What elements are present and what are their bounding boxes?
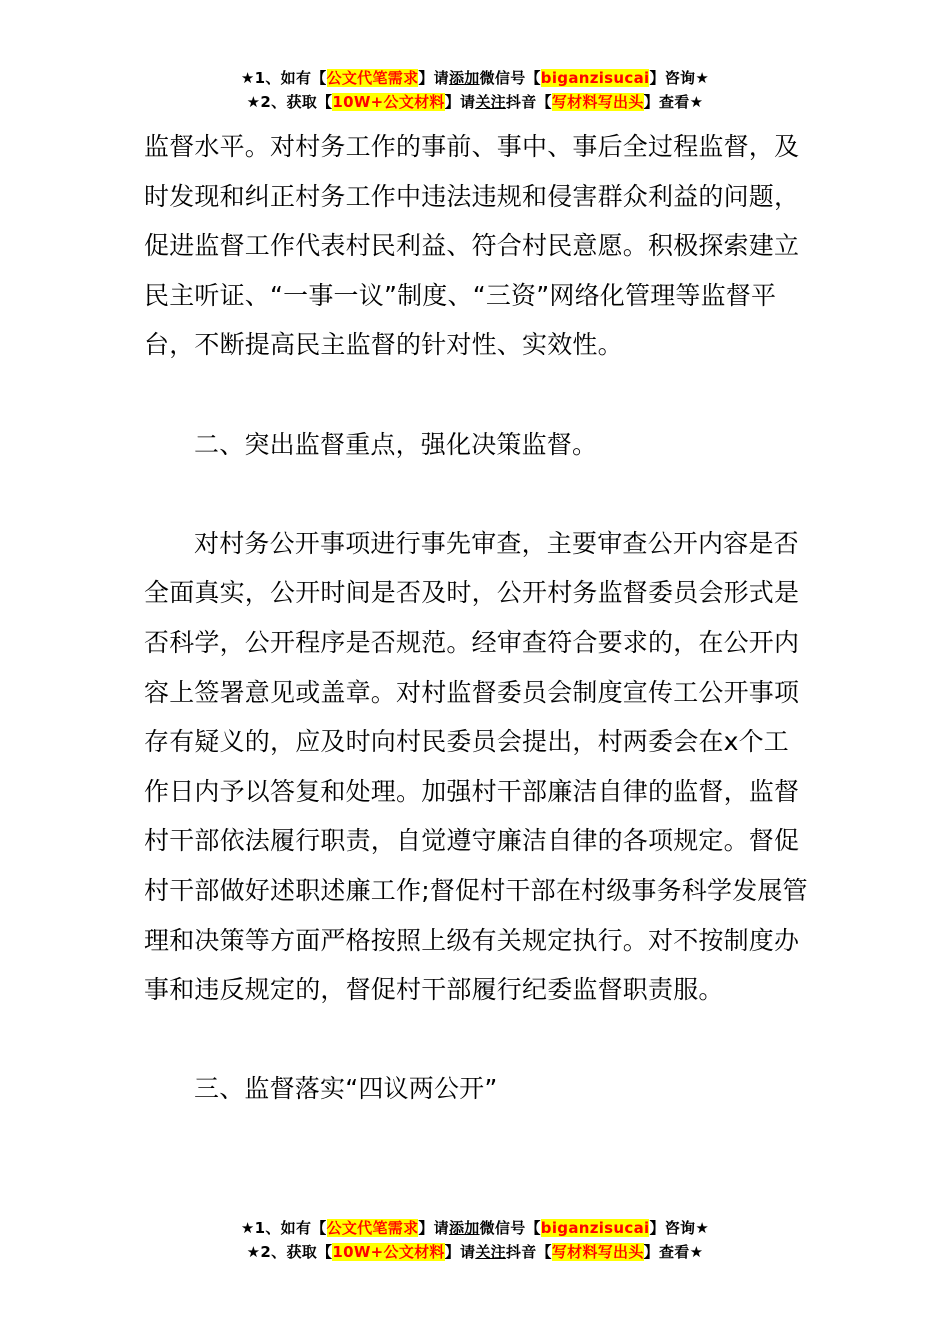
highlight-wechat-id: biganzisucai	[540, 1219, 650, 1237]
document-body	[144, 122, 812, 1114]
banner-line-1	[0, 66, 950, 90]
banner-text: 】请	[418, 69, 449, 87]
star-icon: ★	[246, 93, 261, 111]
banner-text: 】请	[444, 1243, 476, 1261]
star-icon: ★	[689, 1243, 704, 1261]
banner-text: 1、如有【	[254, 1219, 327, 1237]
banner-text: 微信号【	[479, 69, 541, 87]
banner-text: 抖音【	[505, 1243, 552, 1261]
star-icon: ★	[240, 69, 255, 87]
highlight-douyin-account: 写材料写出头	[551, 1243, 644, 1261]
banner-text: 】查看	[643, 1243, 690, 1261]
underlined-text: 添加	[448, 1219, 480, 1237]
highlight-materials: 10W+公文材料	[332, 1243, 445, 1261]
banner-text: 】咨询	[649, 1219, 696, 1237]
banner-text: 】查看	[643, 93, 690, 111]
underlined-text: 关注	[475, 93, 506, 111]
footer-banner	[0, 1216, 950, 1264]
banner-line-2	[0, 1240, 950, 1264]
star-icon: ★	[240, 1219, 255, 1237]
highlight-wechat-id: biganzisucai	[540, 69, 650, 87]
banner-text: 】请	[418, 1219, 449, 1237]
paragraph-continuation: 监督水平。对村务工作的事前、事中、事后全过程监督，及时发现和纠正村务工作中违法违规和侵害群众利益的问题，促进监督工作代表村民利益、符合村民意愿。积极探索建立民主听证、“一事一议”制度、“三资”网络化管理等监督平台，不断提高民主监督的针对性、实效性。	[144, 132, 800, 360]
banner-text: 】请	[444, 93, 476, 111]
banner-text: 】咨询	[649, 69, 696, 87]
star-icon: ★	[689, 93, 704, 111]
highlight-service: 公文代笔需求	[326, 1219, 419, 1237]
banner-text: 1、如有【	[254, 69, 327, 87]
underlined-text: 关注	[475, 1243, 506, 1261]
star-icon: ★	[695, 69, 710, 87]
section-heading-2: 二、突出监督重点，强化决策监督。	[194, 429, 598, 459]
banner-line-1	[0, 1216, 950, 1240]
banner-text: 2、获取【	[260, 1243, 333, 1261]
highlight-service: 公文代笔需求	[326, 69, 419, 87]
underlined-text: 添加	[448, 69, 480, 87]
banner-text: 微信号【	[479, 1219, 541, 1237]
header-banner	[0, 66, 950, 114]
highlight-materials: 10W+公文材料	[332, 93, 445, 111]
section-heading-3: 三、监督落实“四议两公开”	[194, 1074, 498, 1104]
paragraph-decision-supervision: 对村务公开事项进行事先审查，主要审查公开内容是否全面真实，公开时间是否及时，公开村务监督委员会形式是否科学，公开程序是否规范。经审查符合要求的，在公开内容上签署意见或盖章。对村监督委员会制度宣传工公开事项存有疑义的，应及时向村民委员会提出，村两委会在x个工作日内予以答复和处理。加强村干部廉洁自律的监督，监督村干部依法履行职责，自觉遵守廉洁自律的各项规定。督促村干部做好述职述廉工作;督促村干部在村级事务科学发展管理和决策等方面严格按照上级有关规定执行。对不按制度办事和违反规定的，督促村干部履行纪委监督职责服。	[144, 528, 808, 1005]
banner-text: 抖音【	[505, 93, 552, 111]
star-icon: ★	[695, 1219, 710, 1237]
star-icon: ★	[246, 1243, 261, 1261]
banner-text: 2、获取【	[260, 93, 333, 111]
banner-line-2	[0, 90, 950, 114]
highlight-douyin-account: 写材料写出头	[551, 93, 644, 111]
